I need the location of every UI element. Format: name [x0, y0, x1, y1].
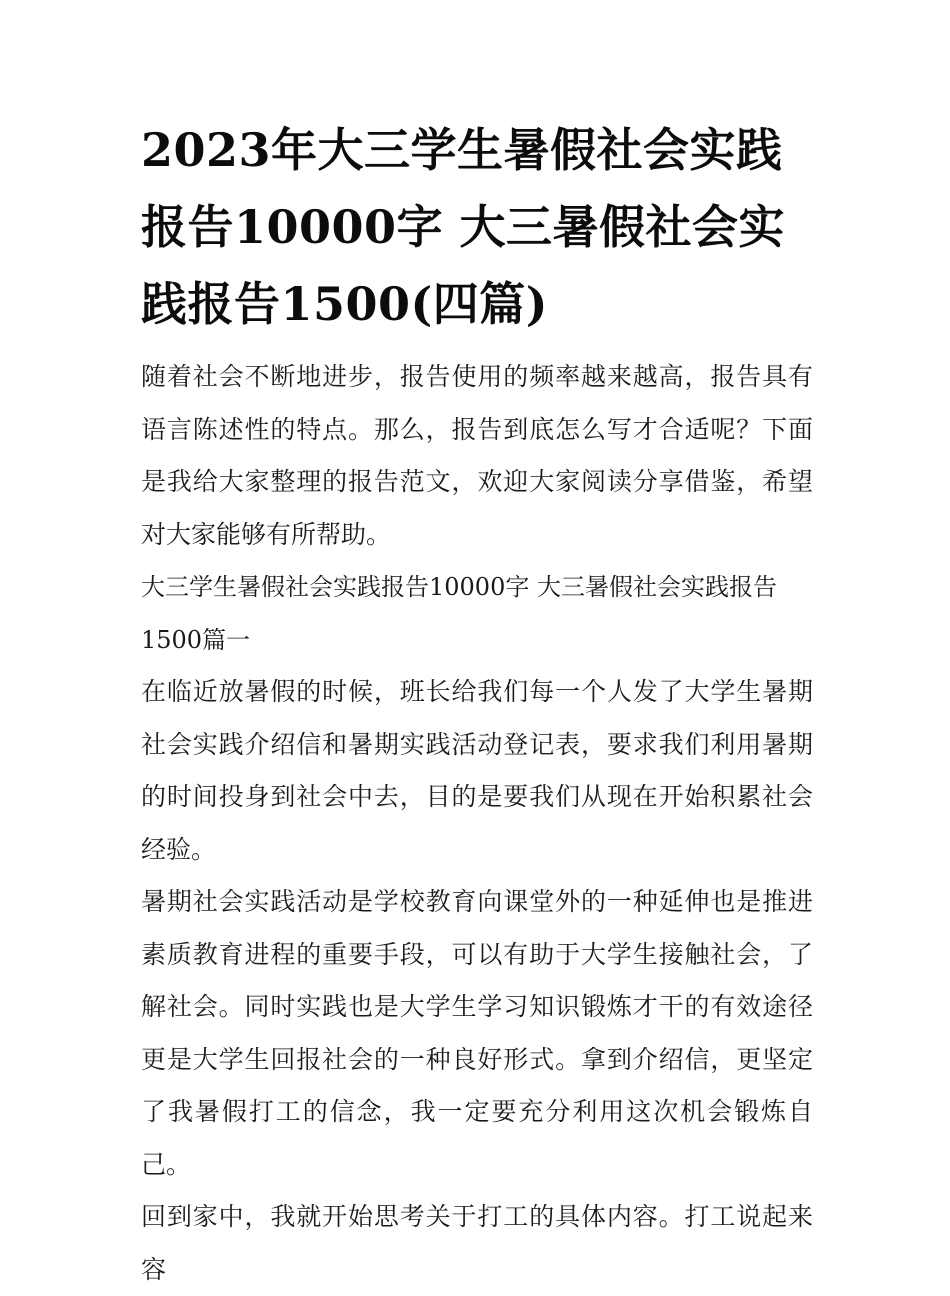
document-body	[141, 112, 813, 1296]
intro-paragraph: 随着社会不断地进步，报告使用的频率越来越高，报告具有语言陈述性的特点。那么，报告到底怎么写才合适呢？下面是我给大家整理的报告范文，欢迎大家阅读分享借鉴，希望对大家能够有所帮助。	[141, 362, 813, 549]
document-title: 2023年大三学生暑假社会实践报告10000字 大三暑假社会实践报告1500(四篇)	[141, 123, 786, 331]
section-heading: 大三学生暑假社会实践报告10000字 大三暑假社会实践报告1500篇一	[141, 573, 777, 654]
body-paragraph-2: 暑期社会实践活动是学校教育向课堂外的一种延伸也是推进素质教育进程的重要手段，可以有助于大学生接触社会，了解社会。同时实践也是大学生学习知识锻炼才干的有效途径更是大学生回报社会的一种良好形式。拿到介绍信，更坚定了我暑假打工的信念，我一定要充分利用这次机会锻炼自己。	[141, 887, 813, 1179]
body-paragraph-1: 在临近放暑假的时候，班长给我们每一个人发了大学生暑期社会实践介绍信和暑期实践活动登记表，要求我们利用暑期的时间投身到社会中去，目的是要我们从现在开始积累社会经验。	[141, 677, 813, 864]
body-paragraph-3: 回到家中，我就开始思考关于打工的具体内容。打工说起来容	[141, 1202, 813, 1284]
